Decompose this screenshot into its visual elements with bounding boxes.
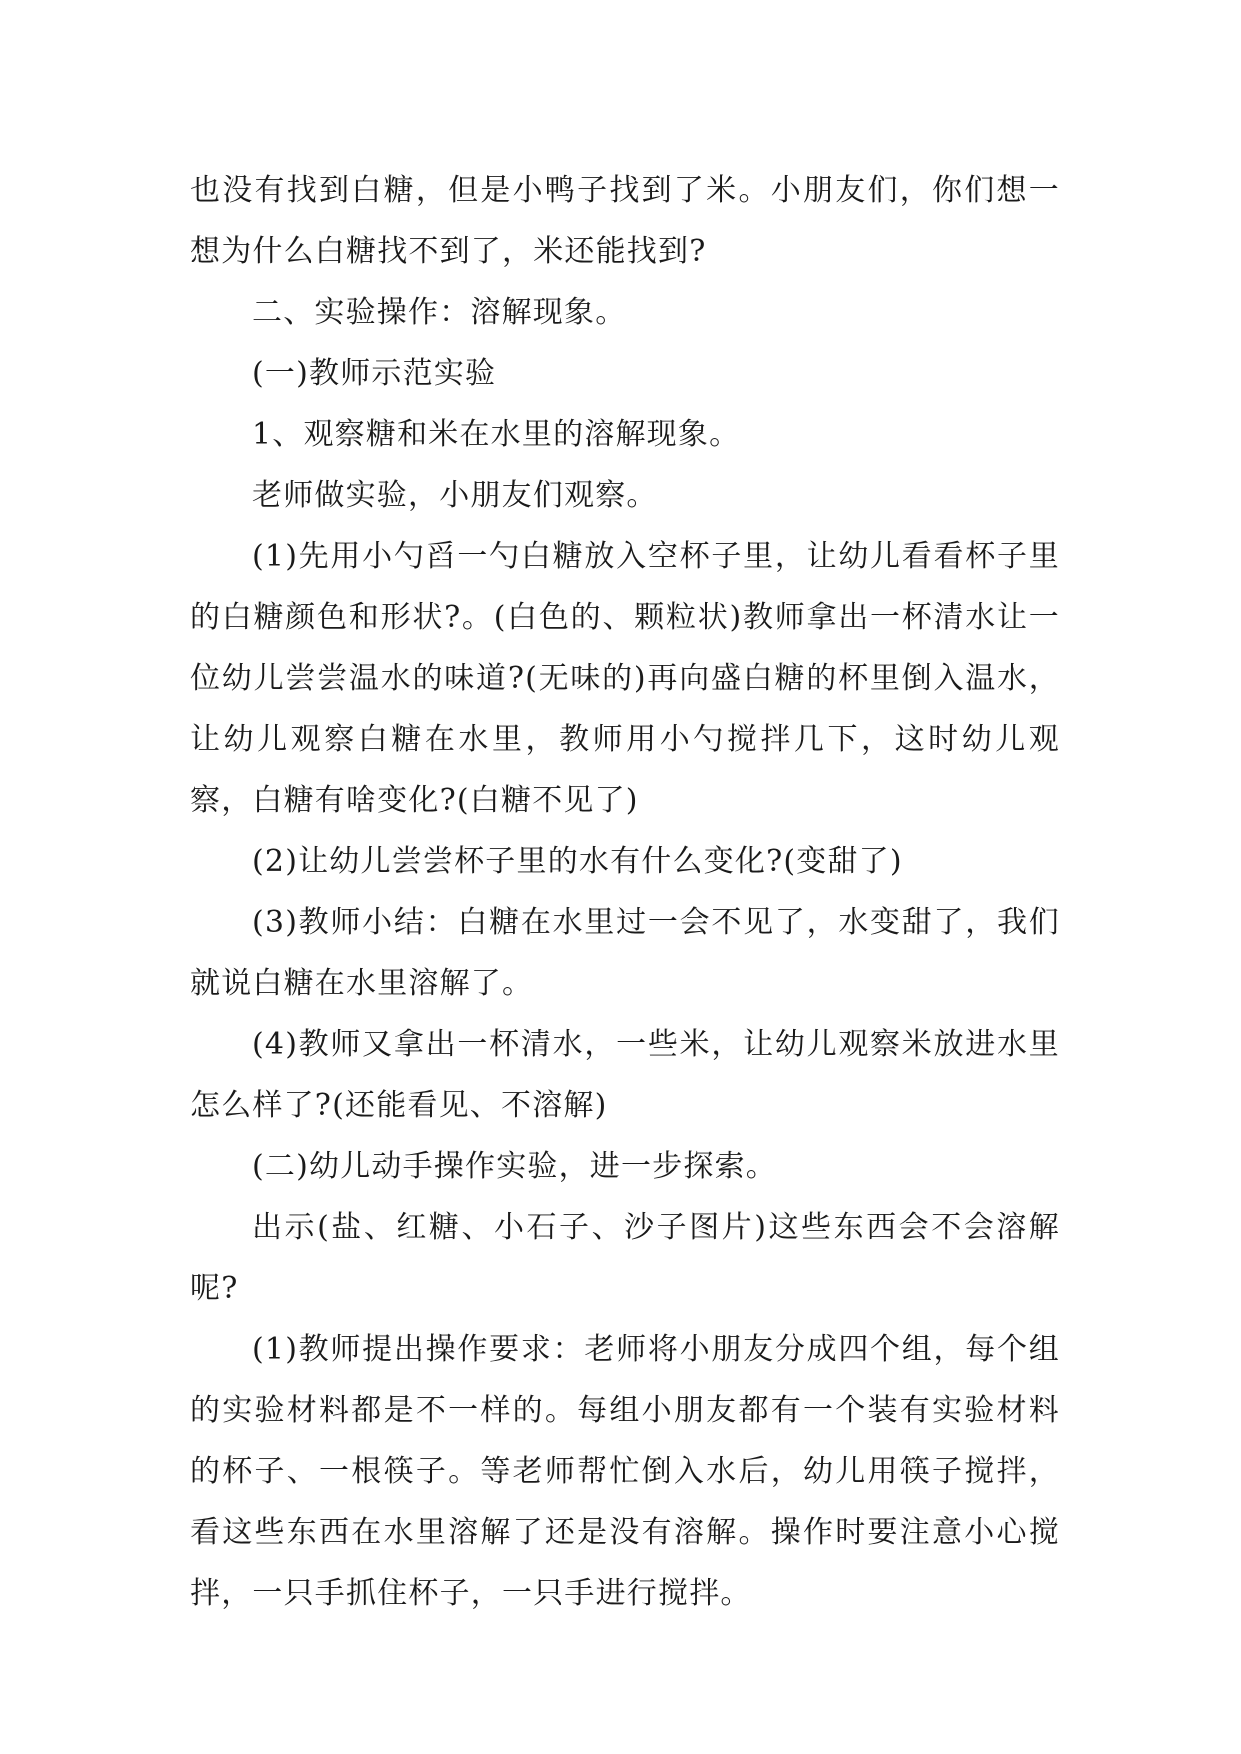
subsection-heading-hands-on: (二)幼儿动手操作实验，进一步探索。 — [252, 1149, 778, 1184]
paragraph-teacher-experiment: 老师做实验，小朋友们观察。 — [252, 478, 658, 513]
paragraph-step-4: (4)教师又拿出一杯清水，一些米，让幼儿观察米放进水里怎么样了?(还能看见、不溶解) — [190, 1027, 1060, 1123]
subsection-heading-teacher-demo: (一)教师示范实验 — [252, 356, 497, 391]
paragraph-step-2: (2)让幼儿尝尝杯子里的水有什么变化?(变甜了) — [252, 844, 903, 879]
step-heading-observe: 1、观察糖和米在水里的溶解现象。 — [252, 417, 741, 452]
section-heading-experiment: 二、实验操作：溶解现象。 — [252, 295, 627, 330]
paragraph-step-1: (1)先用小勺舀一勺白糖放入空杯子里，让幼儿看看杯子里的白糖颜色和形状?。(白色的、颗粒状)教师拿出一杯清水让一位幼儿尝尝温水的味道?(无味的)再向盛白糖的杯里倒入温水，让幼儿观察白糖在水里，教师用小勺搅拌几下，这时幼儿观察，白糖有啥变化?(白糖不见了) — [190, 539, 1060, 818]
paragraph-operation-requirements: (1)教师提出操作要求：老师将小朋友分成四个组，每个组的实验材料都是不一样的。每组小朋友都有一个装有实验材料的杯子、一根筷子。等老师帮忙倒入水后，幼儿用筷子搅拌，看这些东西在水里溶解了还是没有溶解。操作时要注意小心搅拌，一只手抓住杯子，一只手进行搅拌。 — [190, 1332, 1060, 1611]
document-body — [190, 160, 1060, 1624]
paragraph-step-3: (3)教师小结：白糖在水里过一会不见了，水变甜了，我们就说白糖在水里溶解了。 — [190, 905, 1060, 1001]
paragraph-continuation: 也没有找到白糖，但是小鸭子找到了米。小朋友们，你们想一想为什么白糖找不到了，米还能找到? — [190, 173, 1060, 269]
paragraph-show-materials: 出示(盐、红糖、小石子、沙子图片)这些东西会不会溶解呢? — [190, 1210, 1060, 1306]
